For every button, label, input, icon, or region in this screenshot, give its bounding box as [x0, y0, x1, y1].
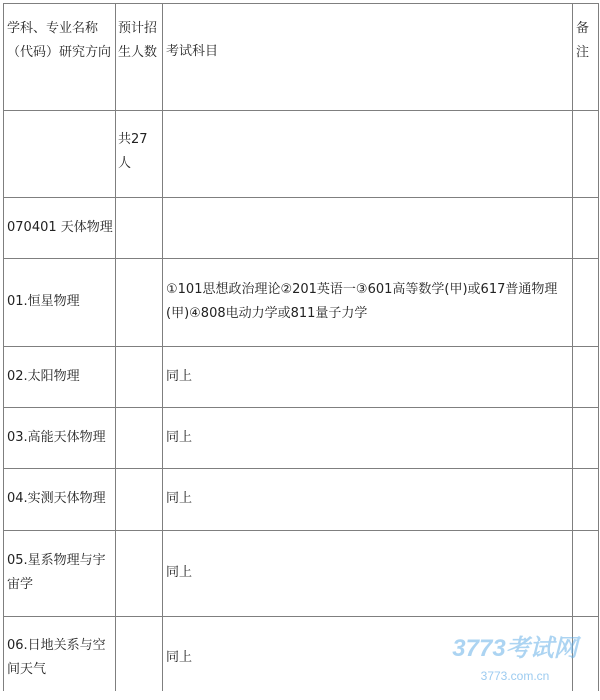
row-quota [118, 197, 160, 258]
row-subject: 05.星系物理与宇宙学 [7, 553, 106, 592]
header-note: 备注 [576, 21, 590, 60]
row-exam: 同上 [166, 491, 193, 506]
row-exam: ①101思想政治理论②201英语一③601高等数学(甲)或617普通物理(甲)④808电动力学或811量子力学 [166, 282, 558, 321]
row-note [576, 258, 596, 346]
row-quota [118, 407, 160, 468]
row-quota [118, 258, 160, 346]
row-quota [118, 616, 160, 700]
header-subject: 学科、专业名称（代码）研究方向 [7, 21, 112, 60]
row-subject: 06.日地关系与空间天气 [7, 638, 106, 677]
watermark-url-text: 3773.com.cn [480, 669, 550, 683]
row-subject: 02.太阳物理 [7, 368, 80, 384]
row-note [576, 407, 596, 468]
row-subject: 04.实测天体物理 [7, 491, 106, 506]
row-exam: 同上 [166, 368, 193, 384]
row-subject: 03.高能天体物理 [7, 429, 106, 445]
row-note [576, 197, 596, 258]
row-quota [118, 530, 160, 616]
row-quota: 共27人 [118, 132, 148, 171]
watermark-logo [430, 622, 600, 691]
row-note [576, 530, 596, 616]
row-exam: 同上 [166, 565, 193, 580]
watermark-logo-text: 3773考试网 [452, 635, 578, 662]
row-exam: 同上 [166, 429, 193, 445]
header-quota: 预计招生人数 [118, 21, 158, 60]
row-exam [166, 197, 570, 258]
row-note [576, 346, 596, 407]
row-exam: 同上 [166, 650, 193, 665]
row-subject [7, 110, 113, 197]
row-subject: 070401 天体物理 [7, 219, 113, 235]
row-quota [118, 468, 160, 530]
row-quota [118, 346, 160, 407]
header-exam: 考试科目 [166, 43, 219, 59]
row-note [576, 468, 596, 530]
row-subject: 01.恒星物理 [7, 294, 80, 309]
row-exam [166, 110, 570, 197]
row-note [576, 110, 596, 197]
